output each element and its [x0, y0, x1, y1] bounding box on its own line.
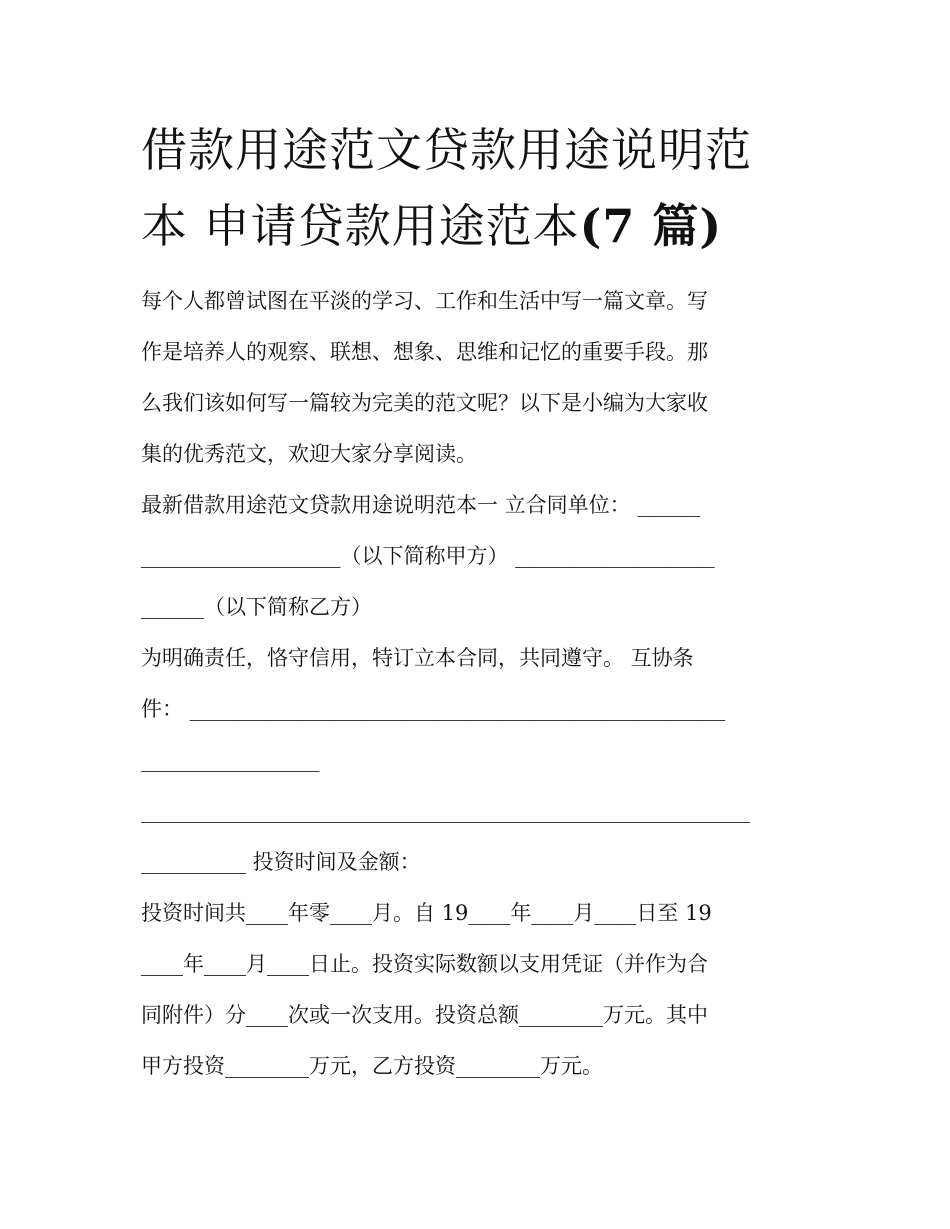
- title-line-2-text: 本 申请贷款用途范本: [141, 199, 580, 253]
- intro-line-3: 么我们该如何写一篇较为完美的范文呢？以下是小编为大家收: [141, 391, 708, 415]
- title-count: (7 篇): [579, 199, 723, 253]
- contract-line-8: __________ 投资时间及金额：: [141, 850, 421, 874]
- contract-line-1: 最新借款用途范文贷款用途说明范本一 立合同单位： ______: [141, 493, 701, 517]
- contract-line-3: ______（以下简称乙方）: [141, 595, 372, 619]
- contract-line-6: _________________: [141, 748, 320, 772]
- contract-line-5: 件： ___________________________________________________: [141, 697, 726, 721]
- contract-line-7: __________________________________________________________: [141, 799, 750, 823]
- title-line-2: [141, 188, 821, 264]
- document-title: [141, 112, 821, 264]
- contract-line-10: ____年____月____日止。投资实际数额以支用凭证（并作为合: [141, 952, 708, 976]
- contract-line-2: ___________________（以下简称甲方） ___________________: [141, 544, 715, 568]
- document-body: [141, 276, 813, 1092]
- intro-line-4: 集的优秀范文，欢迎大家分享阅读。: [141, 442, 477, 466]
- intro-line-1: 每个人都曾试图在平淡的学习、工作和生活中写一篇文章。写: [141, 289, 708, 313]
- contract-line-12: 甲方投资________万元，乙方投资________万元。: [141, 1054, 603, 1078]
- contract-line-9: 投资时间共____年零____月。自 19____年____月____日至 19: [141, 901, 712, 925]
- contract-line-4: 为明确责任，恪守信用，特订立本合同，共同遵守。 互协条: [141, 646, 694, 670]
- intro-line-2: 作是培养人的观察、联想、想象、思维和记忆的重要手段。那: [141, 340, 708, 364]
- title-line-1: 借款用途范文贷款用途说明范: [141, 123, 752, 177]
- contract-line-11: 同附件）分____次或一次支用。投资总额________万元。其中: [141, 1003, 708, 1027]
